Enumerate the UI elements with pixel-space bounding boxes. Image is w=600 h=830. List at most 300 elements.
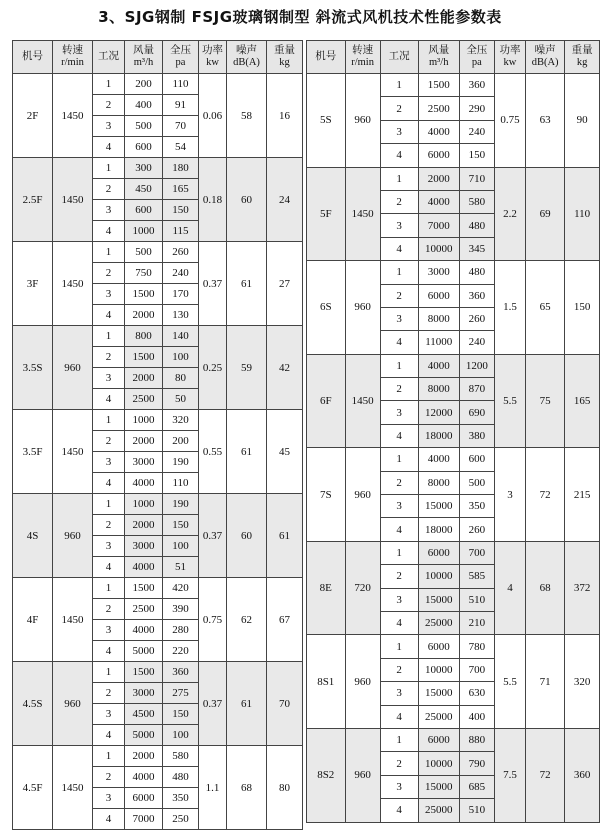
- table-row: [307, 354, 600, 377]
- weight-cell: 320: [565, 635, 600, 729]
- power-cell: 5.5: [494, 635, 525, 729]
- flow-cell: 3000: [418, 261, 459, 284]
- flow-cell: 2000: [418, 167, 459, 190]
- table-row: [13, 326, 303, 347]
- flow-cell: 4000: [418, 120, 459, 143]
- noise-cell: 58: [227, 74, 267, 158]
- pressure-cell: 510: [459, 588, 494, 611]
- flow-cell: 2000: [125, 515, 163, 536]
- condition-cell: 2: [380, 658, 418, 681]
- power-cell: 0.25: [199, 326, 227, 410]
- model-cell: 4.5F: [13, 746, 53, 830]
- column-header-flow: [125, 41, 163, 74]
- pressure-cell: 290: [459, 97, 494, 120]
- flow-cell: 400: [125, 95, 163, 116]
- flow-cell: 6000: [418, 284, 459, 307]
- table-row: [307, 541, 600, 564]
- table-row: [307, 74, 600, 97]
- table-row: [307, 448, 600, 471]
- flow-cell: 6000: [418, 144, 459, 167]
- model-cell: 6S: [307, 261, 346, 355]
- pressure-cell: 600: [459, 448, 494, 471]
- pressure-cell: 780: [459, 635, 494, 658]
- flow-cell: 3000: [125, 536, 163, 557]
- flow-cell: 200: [125, 74, 163, 95]
- model-cell: 8S2: [307, 728, 346, 822]
- pressure-cell: 345: [459, 237, 494, 260]
- condition-cell: 3: [380, 214, 418, 237]
- column-header-label: 功率: [499, 45, 521, 56]
- condition-cell: 1: [93, 662, 125, 683]
- condition-cell: 4: [93, 305, 125, 326]
- pressure-cell: 110: [163, 473, 199, 494]
- pressure-cell: 100: [163, 536, 199, 557]
- model-cell: 4.5S: [13, 662, 53, 746]
- pressure-cell: 70: [163, 116, 199, 137]
- pressure-cell: 700: [459, 658, 494, 681]
- flow-cell: 25000: [418, 611, 459, 634]
- condition-cell: 3: [380, 120, 418, 143]
- condition-cell: 3: [93, 116, 125, 137]
- flow-cell: 7000: [418, 214, 459, 237]
- flow-cell: 1000: [125, 494, 163, 515]
- pressure-cell: 580: [163, 746, 199, 767]
- speed-cell: 960: [53, 494, 93, 578]
- pressure-cell: 630: [459, 682, 494, 705]
- flow-cell: 18000: [418, 518, 459, 541]
- right-table-header: [307, 41, 600, 74]
- weight-cell: 165: [565, 354, 600, 448]
- column-header-label: 转速: [352, 45, 374, 56]
- condition-cell: 2: [93, 431, 125, 452]
- table-row: [13, 158, 303, 179]
- column-header-label: 机号: [315, 51, 337, 62]
- flow-cell: 11000: [418, 331, 459, 354]
- condition-cell: 2: [93, 515, 125, 536]
- speed-cell: 1450: [345, 354, 380, 448]
- column-header-label: 转速: [62, 45, 83, 56]
- weight-cell: 70: [267, 662, 303, 746]
- flow-cell: 2000: [125, 305, 163, 326]
- condition-cell: 2: [380, 97, 418, 120]
- condition-cell: 3: [93, 368, 125, 389]
- column-header-label: 功率: [202, 45, 223, 56]
- flow-cell: 3000: [125, 452, 163, 473]
- column-header-label: 风量: [133, 45, 154, 56]
- noise-cell: 68: [227, 746, 267, 830]
- condition-cell: 2: [93, 599, 125, 620]
- condition-cell: 3: [380, 401, 418, 424]
- flow-cell: 2500: [418, 97, 459, 120]
- pressure-cell: 100: [163, 725, 199, 746]
- column-header-unit: m³/h: [133, 57, 154, 68]
- pressure-cell: 280: [163, 620, 199, 641]
- condition-cell: 3: [93, 788, 125, 809]
- flow-cell: 3000: [125, 683, 163, 704]
- condition-cell: 4: [380, 331, 418, 354]
- flow-cell: 1500: [125, 578, 163, 599]
- table-row: [307, 167, 600, 190]
- column-header-unit: r/min: [61, 57, 84, 68]
- pressure-cell: 180: [163, 158, 199, 179]
- table-row: [13, 494, 303, 515]
- flow-cell: 25000: [418, 705, 459, 728]
- power-cell: 0.06: [199, 74, 227, 158]
- noise-cell: 65: [526, 261, 565, 355]
- table-row: [13, 746, 303, 767]
- power-cell: 7.5: [494, 728, 525, 822]
- pressure-cell: 510: [459, 799, 494, 822]
- table-row: [13, 578, 303, 599]
- column-header-label: 重量: [571, 45, 593, 56]
- condition-cell: 3: [380, 682, 418, 705]
- flow-cell: 750: [125, 263, 163, 284]
- condition-cell: 1: [93, 746, 125, 767]
- condition-cell: 4: [93, 473, 125, 494]
- column-header-label: 风量: [428, 45, 450, 56]
- condition-cell: 4: [380, 799, 418, 822]
- flow-cell: 1000: [125, 221, 163, 242]
- flow-cell: 1500: [125, 347, 163, 368]
- pressure-cell: 480: [459, 214, 494, 237]
- pressure-cell: 1200: [459, 354, 494, 377]
- pressure-cell: 54: [163, 137, 199, 158]
- condition-cell: 1: [380, 354, 418, 377]
- column-header-unit: pa: [175, 57, 186, 68]
- weight-cell: 27: [267, 242, 303, 326]
- pressure-cell: 685: [459, 775, 494, 798]
- model-cell: 5S: [307, 74, 346, 168]
- noise-cell: 62: [227, 578, 267, 662]
- flow-cell: 10000: [418, 565, 459, 588]
- condition-cell: 1: [93, 326, 125, 347]
- pressure-cell: 275: [163, 683, 199, 704]
- flow-cell: 10000: [418, 658, 459, 681]
- column-header-unit: m³/h: [428, 57, 449, 68]
- condition-cell: 1: [93, 158, 125, 179]
- flow-cell: 4000: [125, 473, 163, 494]
- pressure-cell: 880: [459, 728, 494, 751]
- condition-cell: 2: [93, 767, 125, 788]
- condition-cell: 1: [93, 242, 125, 263]
- pressure-cell: 500: [459, 471, 494, 494]
- speed-cell: 960: [345, 74, 380, 168]
- page-title: 3、SJG钢制 FSJG玻璃钢制型 斜流式风机技术性能参数表: [98, 8, 502, 26]
- column-header-pressure: [459, 41, 494, 74]
- noise-cell: 71: [526, 635, 565, 729]
- pressure-cell: 350: [459, 495, 494, 518]
- pressure-cell: 140: [163, 326, 199, 347]
- weight-cell: 215: [565, 448, 600, 542]
- power-cell: 5.5: [494, 354, 525, 448]
- weight-cell: 24: [267, 158, 303, 242]
- column-header-unit: r/min: [351, 57, 374, 68]
- column-header-pressure: [163, 41, 199, 74]
- power-cell: 0.55: [199, 410, 227, 494]
- flow-cell: 1000: [125, 410, 163, 431]
- condition-cell: 2: [380, 471, 418, 494]
- column-header-speed: [345, 41, 380, 74]
- flow-cell: 4000: [418, 190, 459, 213]
- left-table-body: [13, 74, 303, 830]
- condition-cell: 4: [93, 557, 125, 578]
- column-header-condition: [380, 41, 418, 74]
- flow-cell: 2000: [125, 368, 163, 389]
- power-cell: 0.75: [199, 578, 227, 662]
- condition-cell: 1: [380, 74, 418, 97]
- left-spec-table: [12, 40, 303, 830]
- pressure-cell: 50: [163, 389, 199, 410]
- flow-cell: 450: [125, 179, 163, 200]
- model-cell: 7S: [307, 448, 346, 542]
- condition-cell: 2: [380, 190, 418, 213]
- condition-cell: 3: [93, 620, 125, 641]
- column-header-unit: kw: [503, 57, 517, 68]
- condition-cell: 1: [93, 74, 125, 95]
- pressure-cell: 260: [459, 307, 494, 330]
- pressure-cell: 51: [163, 557, 199, 578]
- speed-cell: 960: [345, 728, 380, 822]
- condition-cell: 4: [93, 137, 125, 158]
- noise-cell: 63: [526, 74, 565, 168]
- pressure-cell: 240: [459, 120, 494, 143]
- speed-cell: 1450: [53, 74, 93, 158]
- flow-cell: 15000: [418, 775, 459, 798]
- weight-cell: 360: [565, 728, 600, 822]
- pressure-cell: 260: [163, 242, 199, 263]
- left-table-header: [13, 41, 303, 74]
- column-header-unit: dB(A): [531, 57, 559, 68]
- weight-cell: 110: [565, 167, 600, 261]
- condition-cell: 3: [380, 775, 418, 798]
- noise-cell: 61: [227, 662, 267, 746]
- pressure-cell: 790: [459, 752, 494, 775]
- column-header-noise: [227, 41, 267, 74]
- speed-cell: 1450: [53, 578, 93, 662]
- column-header-condition: [93, 41, 125, 74]
- flow-cell: 18000: [418, 424, 459, 447]
- flow-cell: 500: [125, 242, 163, 263]
- pressure-cell: 350: [163, 788, 199, 809]
- column-header-label: 全压: [170, 45, 191, 56]
- condition-cell: 2: [380, 378, 418, 401]
- pressure-cell: 700: [459, 541, 494, 564]
- condition-cell: 2: [380, 284, 418, 307]
- pressure-cell: 360: [163, 662, 199, 683]
- weight-cell: 80: [267, 746, 303, 830]
- condition-cell: 4: [380, 611, 418, 634]
- power-cell: 0.37: [199, 242, 227, 326]
- condition-cell: 4: [93, 725, 125, 746]
- speed-cell: 1450: [53, 242, 93, 326]
- pressure-cell: 320: [163, 410, 199, 431]
- pressure-cell: 91: [163, 95, 199, 116]
- condition-cell: 3: [380, 588, 418, 611]
- condition-cell: 3: [93, 284, 125, 305]
- column-header-power: [494, 41, 525, 74]
- condition-cell: 4: [93, 809, 125, 830]
- condition-cell: 2: [93, 263, 125, 284]
- noise-cell: 75: [526, 354, 565, 448]
- pressure-cell: 580: [459, 190, 494, 213]
- speed-cell: 1450: [53, 158, 93, 242]
- column-header-label: 噪声: [236, 45, 257, 56]
- power-cell: 1.1: [199, 746, 227, 830]
- column-header-label: 工况: [98, 51, 119, 62]
- condition-cell: 1: [380, 541, 418, 564]
- column-header-unit: kg: [279, 57, 290, 68]
- pressure-cell: 690: [459, 401, 494, 424]
- model-cell: 4F: [13, 578, 53, 662]
- pressure-cell: 360: [459, 284, 494, 307]
- flow-cell: 1500: [125, 662, 163, 683]
- flow-cell: 1500: [125, 284, 163, 305]
- pressure-cell: 420: [163, 578, 199, 599]
- flow-cell: 10000: [418, 237, 459, 260]
- flow-cell: 300: [125, 158, 163, 179]
- condition-cell: 4: [93, 221, 125, 242]
- flow-cell: 15000: [418, 682, 459, 705]
- model-cell: 5F: [307, 167, 346, 261]
- noise-cell: 72: [526, 448, 565, 542]
- condition-cell: 1: [93, 494, 125, 515]
- column-header-label: 重量: [274, 45, 295, 56]
- condition-cell: 3: [93, 452, 125, 473]
- flow-cell: 25000: [418, 799, 459, 822]
- pressure-cell: 150: [163, 200, 199, 221]
- table-row: [307, 728, 600, 751]
- flow-cell: 6000: [418, 541, 459, 564]
- flow-cell: 6000: [418, 635, 459, 658]
- weight-cell: 16: [267, 74, 303, 158]
- column-header-model: [307, 41, 346, 74]
- condition-cell: 1: [380, 728, 418, 751]
- noise-cell: 69: [526, 167, 565, 261]
- column-header-label: 机号: [22, 51, 43, 62]
- column-header-label: 噪声: [534, 45, 556, 56]
- condition-cell: 3: [93, 704, 125, 725]
- condition-cell: 1: [380, 635, 418, 658]
- column-header-model: [13, 41, 53, 74]
- speed-cell: 960: [345, 261, 380, 355]
- pressure-cell: 240: [459, 331, 494, 354]
- weight-cell: 90: [565, 74, 600, 168]
- speed-cell: 1450: [53, 746, 93, 830]
- flow-cell: 6000: [418, 728, 459, 751]
- pressure-cell: 190: [163, 452, 199, 473]
- right-spec-table: [306, 40, 600, 823]
- power-cell: 3: [494, 448, 525, 542]
- pressure-cell: 480: [163, 767, 199, 788]
- table-row: [307, 261, 600, 284]
- weight-cell: 372: [565, 541, 600, 635]
- condition-cell: 3: [380, 495, 418, 518]
- speed-cell: 960: [345, 448, 380, 542]
- condition-cell: 1: [380, 167, 418, 190]
- table-row: [13, 242, 303, 263]
- column-header-unit: pa: [471, 57, 482, 68]
- flow-cell: 4000: [418, 354, 459, 377]
- weight-cell: 45: [267, 410, 303, 494]
- condition-cell: 4: [93, 389, 125, 410]
- flow-cell: 8000: [418, 378, 459, 401]
- column-header-weight: [267, 41, 303, 74]
- pressure-cell: 110: [163, 74, 199, 95]
- noise-cell: 59: [227, 326, 267, 410]
- pressure-cell: 200: [163, 431, 199, 452]
- flow-cell: 4500: [125, 704, 163, 725]
- condition-cell: 4: [380, 705, 418, 728]
- table-row: [13, 74, 303, 95]
- pressure-cell: 130: [163, 305, 199, 326]
- condition-cell: 1: [93, 410, 125, 431]
- noise-cell: 61: [227, 410, 267, 494]
- header-row: [307, 41, 600, 74]
- flow-cell: 2000: [125, 746, 163, 767]
- flow-cell: 12000: [418, 401, 459, 424]
- power-cell: 1.5: [494, 261, 525, 355]
- flow-cell: 2500: [125, 599, 163, 620]
- condition-cell: 2: [93, 347, 125, 368]
- flow-cell: 1500: [418, 74, 459, 97]
- flow-cell: 4000: [125, 767, 163, 788]
- weight-cell: 67: [267, 578, 303, 662]
- flow-cell: 800: [125, 326, 163, 347]
- speed-cell: 720: [345, 541, 380, 635]
- noise-cell: 68: [526, 541, 565, 635]
- column-header-weight: [565, 41, 600, 74]
- model-cell: 3F: [13, 242, 53, 326]
- table-row: [13, 410, 303, 431]
- flow-cell: 7000: [125, 809, 163, 830]
- power-cell: 0.18: [199, 158, 227, 242]
- flow-cell: 8000: [418, 307, 459, 330]
- condition-cell: 2: [380, 565, 418, 588]
- right-table-body: [307, 74, 600, 823]
- condition-cell: 1: [93, 578, 125, 599]
- model-cell: 8S1: [307, 635, 346, 729]
- speed-cell: 960: [53, 662, 93, 746]
- flow-cell: 2000: [125, 431, 163, 452]
- condition-cell: 4: [380, 144, 418, 167]
- model-cell: 2F: [13, 74, 53, 158]
- pressure-cell: 220: [163, 641, 199, 662]
- condition-cell: 4: [380, 237, 418, 260]
- flow-cell: 600: [125, 137, 163, 158]
- pressure-cell: 380: [459, 424, 494, 447]
- power-cell: 0.37: [199, 662, 227, 746]
- pressure-cell: 360: [459, 74, 494, 97]
- condition-cell: 4: [380, 424, 418, 447]
- column-header-unit: kg: [576, 57, 588, 68]
- column-header-speed: [53, 41, 93, 74]
- header-row: [13, 41, 303, 74]
- condition-cell: 2: [380, 752, 418, 775]
- noise-cell: 60: [227, 158, 267, 242]
- condition-cell: 1: [380, 448, 418, 471]
- pressure-cell: 480: [459, 261, 494, 284]
- pressure-cell: 150: [459, 144, 494, 167]
- power-cell: 0.75: [494, 74, 525, 168]
- pressure-cell: 170: [163, 284, 199, 305]
- pressure-cell: 115: [163, 221, 199, 242]
- power-cell: 0.37: [199, 494, 227, 578]
- pressure-cell: 165: [163, 179, 199, 200]
- condition-cell: 4: [93, 641, 125, 662]
- condition-cell: 1: [380, 261, 418, 284]
- weight-cell: 42: [267, 326, 303, 410]
- speed-cell: 960: [53, 326, 93, 410]
